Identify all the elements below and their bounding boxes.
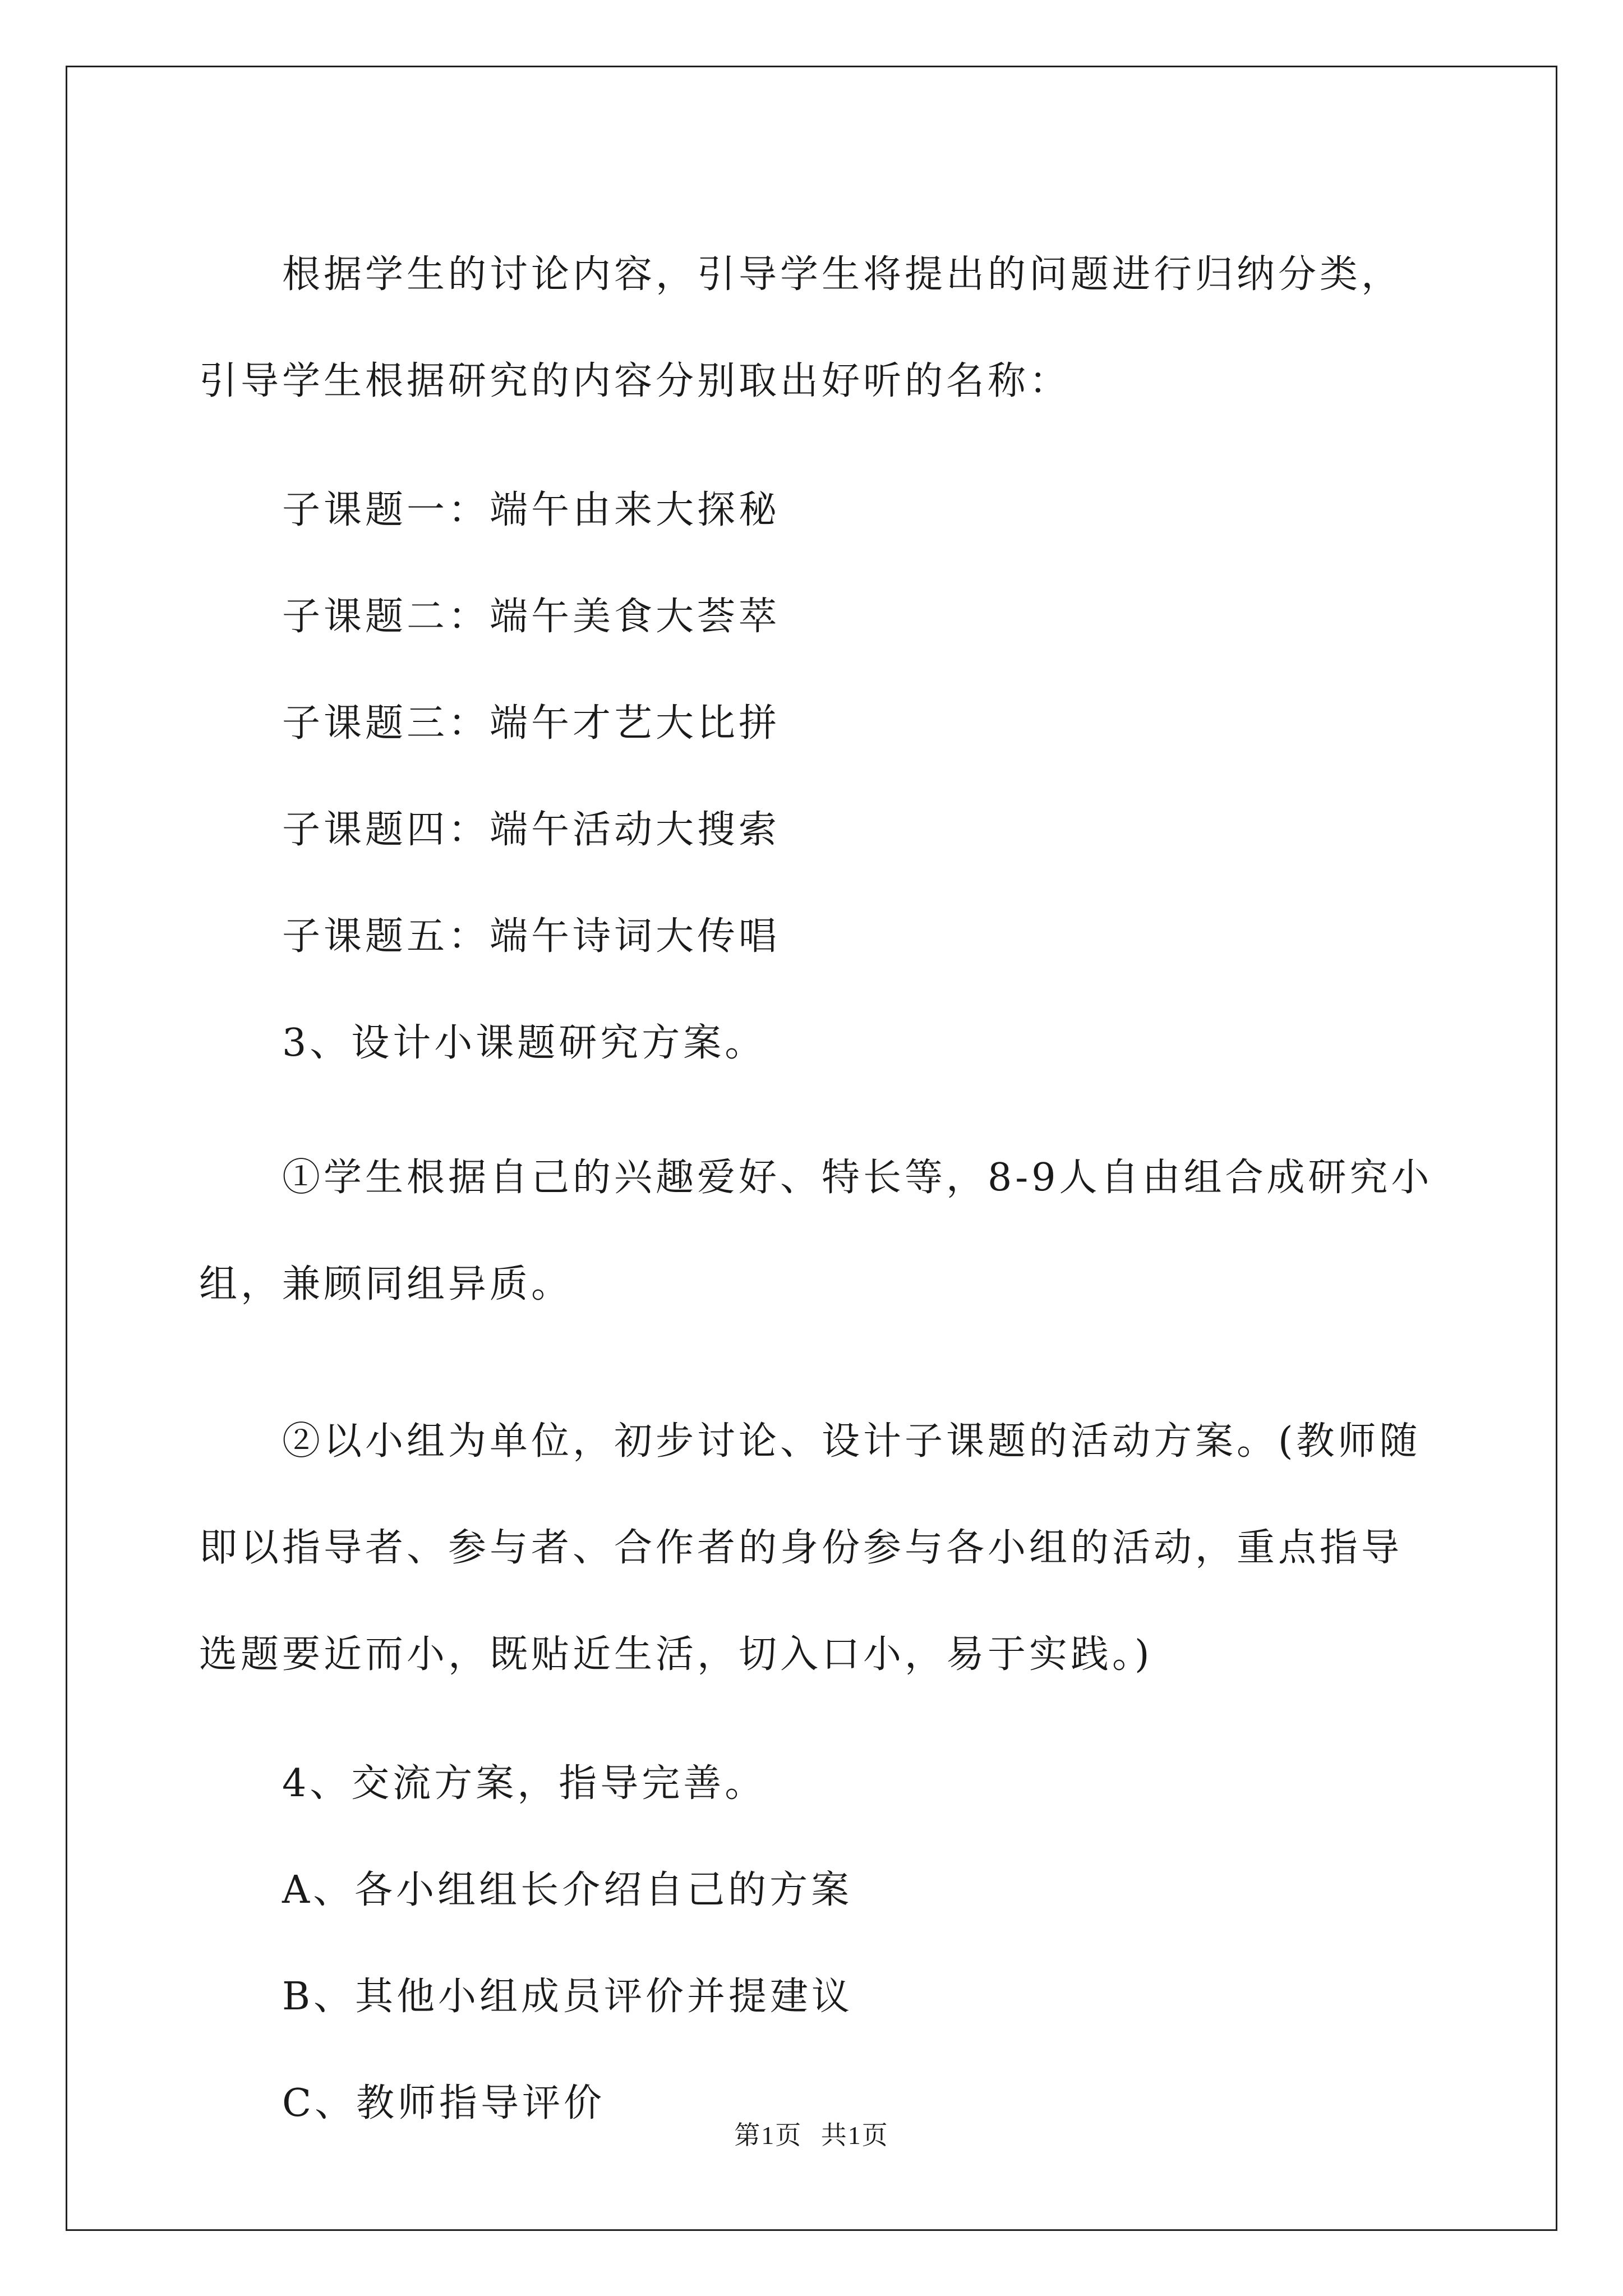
paragraph-subtopic-1: 子课题一：端午由来大探秘 [282, 488, 781, 532]
page-number: 第1页 [734, 2121, 803, 2150]
paragraph-step-3: 3、设计小课题研究方案。 [282, 1021, 767, 1065]
document-body [199, 222, 1436, 2185]
page-footer [0, 2115, 1623, 2152]
paragraph-item-b: B、其他小组成员评价并提建议 [282, 1975, 853, 2019]
paragraph-item-2: ②以小组为单位，初步讨论、设计子课题的活动方案。(教师随即以指导者、参与者、合作者的身份参与各小组的活动，重点指导选题要近而小，既贴近生活，切入口小，易于实践。) [199, 1419, 1421, 1677]
paragraph-subtopic-5: 子课题五：端午诗词大传唱 [282, 914, 781, 959]
paragraph-subtopic-4: 子课题四：端午活动大搜索 [282, 808, 781, 852]
paragraph-item-1: ①学生根据自己的兴趣爱好、特长等，8-9人自由组合成研究小组，兼顾同组异质。 [199, 1156, 1433, 1306]
paragraph-item-c: C、教师指导评价 [282, 2081, 606, 2125]
paragraph-step-4: 4、交流方案，指导完善。 [282, 1761, 767, 1806]
page-total: 共1页 [820, 2121, 889, 2150]
paragraph-subtopic-2: 子课题二：端午美食大荟萃 [282, 595, 781, 639]
paragraph-item-a: A、各小组组长介绍自己的方案 [282, 1868, 853, 1912]
paragraph-subtopic-3: 子课题三：端午才艺大比拼 [282, 701, 781, 746]
paragraph-intro: 根据学生的讨论内容，引导学生将提出的问题进行归纳分类，引导学生根据研究的内容分别取出好听的名称： [199, 252, 1403, 403]
